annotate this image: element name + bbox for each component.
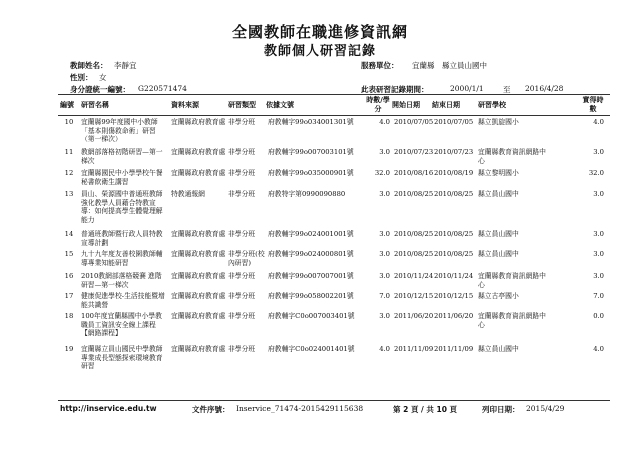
cell-no: 18 bbox=[64, 312, 74, 320]
cell-school: 縣立黎明國小 bbox=[478, 169, 519, 177]
cell-start: 2010/12/15 bbox=[394, 292, 434, 300]
cell-hours: 3.0 bbox=[379, 190, 390, 198]
cell-actual: 3.0 bbox=[593, 148, 604, 156]
cell-type: 非學分班 bbox=[228, 312, 256, 320]
cell-source: 宜蘭縣政府教育處 bbox=[171, 169, 226, 177]
cell-school: 宜蘭縣教育資訊網路中心 bbox=[478, 272, 546, 289]
period-sep: 至 bbox=[503, 85, 511, 94]
doc-no-label: 文件序號： bbox=[192, 405, 230, 414]
cell-end: 2010/07/05 bbox=[434, 118, 474, 126]
cell-end: 2011/06/20 bbox=[434, 312, 474, 320]
cell-hours: 3.0 bbox=[379, 312, 390, 320]
cell-end: 2011/11/09 bbox=[434, 345, 474, 353]
col-header-no: 編號 bbox=[60, 101, 74, 109]
cell-hours: 4.0 bbox=[379, 345, 390, 353]
print-date-label: 列印日期： bbox=[482, 405, 520, 414]
cell-doc: 府教輔字99o024001001號 bbox=[268, 230, 354, 238]
cell-source: 宜蘭縣政府教育處 bbox=[171, 312, 226, 320]
cell-end: 2010/08/25 bbox=[434, 230, 474, 238]
col-header-hours: 時數/學分 bbox=[366, 96, 390, 113]
cell-no: 14 bbox=[64, 230, 74, 238]
cell-type: 非學分班 bbox=[228, 148, 256, 156]
cell-source: 宜蘭縣政府教育處 bbox=[171, 118, 226, 126]
cell-end: 2010/08/25 bbox=[434, 250, 474, 258]
cell-name: 宜蘭縣國民中小學學校午餐秘書飲衛生講習 bbox=[81, 169, 163, 186]
header-top-rule bbox=[58, 94, 610, 95]
cell-start: 2010/07/05 bbox=[394, 118, 434, 126]
cell-actual: 4.0 bbox=[593, 345, 604, 353]
cell-end: 2010/07/23 bbox=[434, 148, 474, 156]
cell-hours: 32.0 bbox=[374, 169, 390, 177]
col-header-start: 開始日期 bbox=[392, 101, 420, 109]
cell-no: 12 bbox=[64, 169, 74, 177]
site-title: 全國教師在職進修資訊網 bbox=[231, 23, 408, 41]
doc-number: Inservice_71474-2015429115638 bbox=[236, 404, 364, 413]
gender-label: 性別： bbox=[70, 73, 93, 82]
cell-doc: 府教輔字99o007007001號 bbox=[268, 272, 354, 280]
cell-doc: 府教輔字C0o024001401號 bbox=[268, 345, 355, 353]
cell-actual: 3.0 bbox=[593, 250, 604, 258]
site-url: http://inservice.edu.tw bbox=[60, 404, 157, 413]
cell-end: 2010/08/25 bbox=[434, 190, 474, 198]
period-end: 2016/4/28 bbox=[525, 84, 564, 93]
col-header-name: 研習名稱 bbox=[81, 101, 109, 109]
cell-source: 宜蘭縣政府教育處 bbox=[171, 148, 226, 156]
cell-actual: 0.0 bbox=[593, 312, 604, 320]
cell-actual: 3.0 bbox=[593, 272, 604, 280]
cell-school: 縣立古亭國小 bbox=[478, 292, 519, 300]
cell-doc: 府教特字第0990090880 bbox=[268, 190, 346, 198]
page-indicator: 第 2 頁 / 共 10 頁 bbox=[393, 405, 458, 414]
unit-label: 服務單位： bbox=[361, 61, 399, 70]
cell-no: 10 bbox=[64, 118, 74, 126]
cell-type: 非學分班 bbox=[228, 272, 256, 280]
col-header-type: 研習類型 bbox=[228, 101, 256, 109]
cell-no: 19 bbox=[64, 345, 74, 353]
cell-source: 宜蘭縣政府教育處 bbox=[171, 272, 226, 280]
cell-school: 宜蘭縣教育資訊網路中心 bbox=[478, 148, 546, 165]
cell-hours: 3.0 bbox=[379, 230, 390, 238]
cell-school: 縣立員山國中 bbox=[478, 230, 519, 238]
cell-end: 2010/08/19 bbox=[434, 169, 474, 177]
cell-doc: 府教輔字99o024000801號 bbox=[268, 250, 354, 258]
id-number: G220571474 bbox=[138, 84, 187, 93]
cell-name: 教網部落格初階研習—第一梯次 bbox=[81, 148, 163, 165]
footer-rule bbox=[58, 400, 610, 401]
cell-start: 2010/11/24 bbox=[394, 272, 434, 280]
cell-source: 宜蘭縣政府教育處 bbox=[171, 345, 226, 353]
cell-source: 宜蘭縣政府教育處 bbox=[171, 230, 226, 238]
cell-type: 非學分班 bbox=[228, 292, 256, 300]
cell-actual: 3.0 bbox=[593, 230, 604, 238]
cell-type: 非學分班 bbox=[228, 345, 256, 353]
cell-type: 非學分班 bbox=[228, 230, 256, 238]
cell-no: 17 bbox=[64, 292, 74, 300]
col-header-actual: 實得時數 bbox=[582, 96, 604, 113]
cell-start: 2010/08/16 bbox=[394, 169, 434, 177]
cell-source: 特教通報網 bbox=[171, 190, 205, 198]
cell-start: 2010/07/23 bbox=[394, 148, 434, 156]
cell-school: 宜蘭縣教育資訊網路中心 bbox=[478, 312, 546, 329]
cell-name: 普通班教師暨行政人員特教宣導計劃 bbox=[81, 230, 163, 247]
cell-name: 健康促進學校-生活技能暨增能共識營 bbox=[81, 292, 165, 309]
teacher-name: 李靜宜 bbox=[114, 61, 137, 70]
cell-source: 宜蘭縣政府教育處 bbox=[171, 250, 226, 258]
cell-school: 縣立員山國中 bbox=[478, 345, 519, 353]
cell-actual: 7.0 bbox=[593, 292, 604, 300]
cell-start: 2011/11/09 bbox=[394, 345, 434, 353]
cell-name: 100年度宜蘭縣國中小學教職員工資訊安全線上課程【網路課程】 bbox=[81, 312, 162, 338]
cell-start: 2010/08/25 bbox=[394, 230, 434, 238]
cell-name: 九十九年度友善校園教師輔導專業知能研習 bbox=[81, 250, 163, 267]
table-row bbox=[58, 312, 610, 344]
cell-doc: 府教輔字99o035000901號 bbox=[268, 169, 354, 177]
cell-name: 宜蘭縣99年度國中小教師「基本則傷救命術」研習（第一梯次） bbox=[81, 118, 158, 144]
cell-type: 非學分班 bbox=[228, 169, 256, 177]
page-title: 教師個人研習記錄 bbox=[263, 44, 376, 59]
col-header-source: 資料來源 bbox=[171, 101, 199, 109]
cell-doc: 府教輔字99o007003101號 bbox=[268, 148, 354, 156]
table-row bbox=[58, 345, 610, 377]
cell-no: 13 bbox=[64, 190, 74, 198]
cell-hours: 3.0 bbox=[379, 148, 390, 156]
cell-actual: 32.0 bbox=[588, 169, 604, 177]
service-unit: 宜蘭縣 縣立員山國中 bbox=[412, 61, 487, 70]
table-row bbox=[58, 190, 610, 222]
cell-name: 員山、榮源國中普通班教師強化教學人員藉合特教宣導：如何提高學生體覺理解能力 bbox=[81, 190, 163, 224]
cell-name: 2010教網部落格競賽 進階研習—第一梯次 bbox=[81, 272, 162, 289]
cell-name: 宜蘭縣立員山國民中學教師專業成長型態探索環境教育研習 bbox=[81, 345, 163, 371]
cell-doc: 府教輔字99o058002201號 bbox=[268, 292, 354, 300]
cell-no: 16 bbox=[64, 272, 74, 280]
period-start: 2000/1/1 bbox=[450, 84, 484, 93]
cell-school: 縣立員山國中 bbox=[478, 190, 519, 198]
cell-no: 15 bbox=[64, 250, 74, 258]
name-label: 教師姓名： bbox=[70, 61, 108, 70]
print-date: 2015/4/29 bbox=[526, 404, 565, 413]
period-label: 此表研習記錄期間： bbox=[361, 85, 429, 94]
cell-start: 2010/08/25 bbox=[394, 250, 434, 258]
cell-type: 非學分班(校內研習) bbox=[228, 250, 265, 267]
cell-hours: 4.0 bbox=[379, 118, 390, 126]
cell-school: 縣立凱旋國小 bbox=[478, 118, 519, 126]
cell-actual: 4.0 bbox=[593, 118, 604, 126]
cell-type: 非學分班 bbox=[228, 118, 256, 126]
cell-no: 11 bbox=[64, 148, 74, 156]
cell-doc: 府教輔字99o034001301號 bbox=[268, 118, 354, 126]
cell-source: 宜蘭縣政府教育處 bbox=[171, 292, 226, 300]
header-bottom-rule bbox=[58, 115, 610, 116]
col-header-doc: 依據文號 bbox=[266, 101, 294, 109]
cell-school: 縣立員山國中 bbox=[478, 250, 519, 258]
cell-type: 非學分班 bbox=[228, 190, 256, 198]
id-label: 身分證統一編號： bbox=[70, 85, 130, 94]
col-header-school: 研習學校 bbox=[478, 101, 506, 109]
cell-start: 2010/08/25 bbox=[394, 190, 434, 198]
cell-hours: 7.0 bbox=[379, 292, 390, 300]
cell-doc: 府教輔字C0o007003401號 bbox=[268, 312, 355, 320]
cell-hours: 3.0 bbox=[379, 250, 390, 258]
cell-actual: 3.0 bbox=[593, 190, 604, 198]
cell-hours: 3.0 bbox=[379, 272, 390, 280]
gender-value: 女 bbox=[99, 73, 107, 82]
col-header-end: 結束日期 bbox=[432, 101, 460, 109]
cell-end: 2010/12/15 bbox=[434, 292, 474, 300]
cell-end: 2010/11/24 bbox=[434, 272, 474, 280]
table-row bbox=[58, 118, 610, 150]
cell-start: 2011/06/20 bbox=[394, 312, 434, 320]
